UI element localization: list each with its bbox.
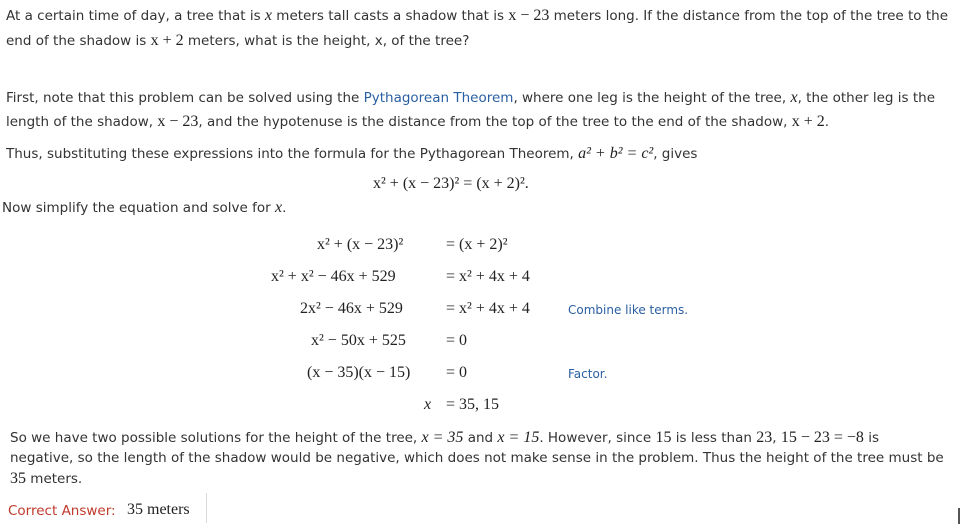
conclusion-text: is [863, 430, 879, 446]
explanation-line-3 [6, 145, 697, 163]
simplify-line [2, 199, 286, 217]
explanation-expr: x − 23 [157, 113, 199, 130]
correct-answer-label: Correct Answer: [8, 503, 116, 519]
step-note: Combine like terms. [568, 303, 689, 317]
explanation-line-2 [6, 113, 829, 131]
conclusion-text: is less than [671, 430, 757, 446]
question-line-2 [6, 32, 469, 50]
conclusion-text: meters. [26, 471, 83, 487]
explanation-text: First, note that this problem can be solved using the [6, 90, 364, 106]
explanation-text: , gives [653, 146, 698, 162]
step-rhs: = 0 [446, 364, 468, 381]
question-text: meters, what is the height, x, of the tree? [183, 33, 470, 49]
question-line-1 [6, 7, 948, 25]
step-rhs: = (x + 2)² [446, 236, 508, 253]
step-lhs: (x − 35)(x − 15) [307, 364, 411, 381]
conclusion-line-1 [10, 429, 879, 447]
step-rhs: = 0 [446, 332, 468, 349]
explanation-text: , where one leg is the height of the tree, [513, 90, 791, 106]
explanation-expr: x + 2 [791, 113, 825, 130]
step-rhs: = x² + 4x + 4 [446, 300, 530, 317]
question-expr: x + 2 [150, 32, 184, 49]
question-expr: x − 23 [508, 7, 550, 24]
step-note: Factor. [568, 367, 608, 381]
step-rhs: = x² + 4x + 4 [446, 268, 530, 285]
explanation-text: , and the hypotenuse is the distance from the top of the tree to the end of the shadow, [198, 114, 792, 130]
conclusion-expr: 35 [10, 470, 26, 487]
explanation-line-1 [6, 89, 935, 107]
correct-answer-value: 35 meters [127, 501, 190, 518]
conclusion-expr: 15 − 23 = −8 [780, 429, 864, 446]
conclusion-line-3 [10, 470, 82, 488]
answer-divider [206, 493, 207, 523]
display-equation: x² + (x − 23)² = (x + 2)². [373, 175, 529, 192]
explanation-var: x [790, 89, 798, 106]
scroll-marker [958, 508, 960, 524]
question-text: meters tall casts a shadow that is [272, 8, 509, 24]
step-rhs: = 35, 15 [446, 396, 500, 413]
question-text: At a certain time of day, a tree that is [6, 8, 265, 24]
conclusion-expr: x = 15 [497, 429, 540, 446]
explanation-text: . [824, 114, 830, 130]
conclusion-text: So we have two possible solutions for the height of the tree, [10, 430, 422, 446]
conclusion-expr: 15 [655, 429, 672, 446]
step-lhs: x² + x² − 46x + 529 [271, 268, 396, 285]
explanation-text: , the other leg is the [797, 90, 935, 106]
conclusion-expr: x = 35 [421, 429, 464, 446]
conclusion-text: and [463, 430, 498, 446]
explanation-text: . [282, 200, 287, 216]
pythagorean-theorem-link[interactable]: Pythagorean Theorem [363, 90, 514, 106]
step-lhs: 2x² − 46x + 529 [300, 300, 403, 317]
step-lhs: x² + (x − 23)² [317, 236, 404, 253]
question-var: x [264, 7, 273, 24]
step-lhs: x² − 50x + 525 [311, 332, 406, 349]
pythagorean-formula: a² + b² = c² [578, 145, 654, 162]
step-lhs: x [424, 396, 432, 413]
conclusion-expr: 23 [756, 429, 773, 446]
explanation-text: Now simplify the equation and solve for [2, 200, 275, 216]
question-text: meters long. If the distance from the top of the tree to the [549, 8, 949, 24]
explanation-text: length of the shadow, [6, 114, 158, 130]
conclusion-text: , [772, 430, 781, 446]
question-text: end of the shadow is [6, 33, 151, 49]
conclusion-text: . However, since [539, 430, 656, 446]
conclusion-line-2: negative, so the length of the shadow would be negative, which does not make sense in the problem. Thus the height of the tree must be [10, 450, 944, 466]
explanation-text: Thus, substituting these expressions into the formula for the Pythagorean Theorem, [6, 146, 579, 162]
explanation-var: x [274, 199, 283, 216]
